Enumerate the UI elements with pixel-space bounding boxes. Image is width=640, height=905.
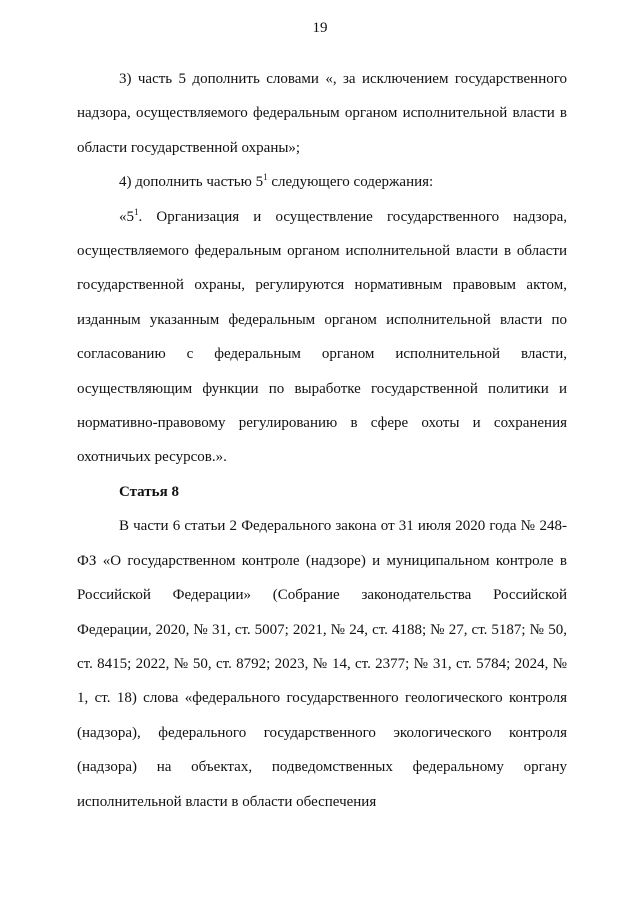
article-8-heading: Статья 8 — [119, 483, 179, 500]
paragraph-item-4 — [77, 165, 567, 199]
paragraph-item-3: 3) часть 5 дополнить словами «, за исключением государственного надзора, осуществляемого федеральным органом исполнительной власти в области государственной охраны»; — [77, 71, 567, 156]
part-5-1-text: . Организация и осуществление государственного надзора, осуществляемого федеральным органом исполнительной власти в области государственной охраны, регулируются нормативным правовым актом, изданным указанным федеральным органом исполнительной власти по согласованию с федеральным органом исполнительной власти, осуществляющим функции по выработке государственной политики и нормативно-правовому регулированию в сфере охоты и сохранения охотничьих ресурсов.». — [77, 208, 567, 466]
article-8-paragraph: В части 6 статьи 2 Федерального закона от 31 июля 2020 года № 248-ФЗ «О государственном контроле (надзоре) и муниципальном контроле в Российской Федерации» (Собрание законодательства Российской Федерации, 2020, № 31, ст. 5007; 2021, № 24, ст. 4188; № 27, ст. 5187; № 50, ст. 8415; 2022, № 50, ст. 8792; 2023, № 14, ст. 2377; № 31, ст. 5784; 2024, № 1, ст. 18) слова «федерального государственного геологического контроля (надзора), федерального государственного экологического контроля (надзора) на объектах, подведомственных федеральному органу исполнительной власти в области обеспечения — [77, 518, 567, 810]
item-4-text-end: следующего содержания: — [267, 174, 434, 191]
document-body — [77, 62, 567, 819]
paragraph-part-5-1 — [77, 200, 567, 475]
page-number: 19 — [312, 20, 328, 36]
part-5-1-superscript: 1 — [134, 206, 139, 217]
item-4-superscript: 1 — [263, 172, 268, 183]
part-5-1-label: «5 — [119, 208, 134, 225]
item-4-text: 4) дополнить частью 5 — [119, 174, 264, 191]
